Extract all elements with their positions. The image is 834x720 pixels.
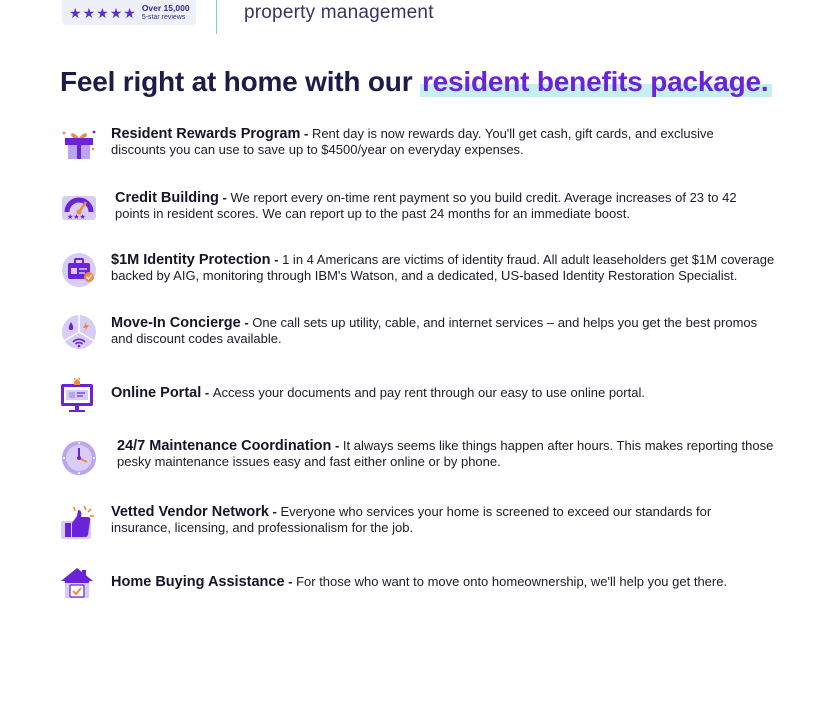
benefit-title: Online Portal	[111, 385, 202, 401]
benefit-title: Credit Building	[115, 190, 219, 206]
headline-lead: Feel right at home with our	[60, 66, 420, 97]
benefit-text	[117, 438, 777, 470]
benefit-description: One call sets up utility, cable, and internet services – and helps you get the best promos and discount codes available.	[111, 315, 758, 346]
benefit-separator: -	[270, 252, 283, 267]
reviews-count: Over 15,000	[141, 2, 190, 13]
benefit-title: Vetted Vendor Network	[111, 504, 269, 520]
benefit-title: $1M Identity Protection	[111, 252, 271, 268]
benefit-separator: -	[331, 438, 343, 453]
gift-icon	[60, 125, 98, 163]
benefit-title: Home Buying Assistance	[111, 574, 285, 590]
monitor-portal-icon	[58, 376, 96, 414]
star-icon: ★	[96, 4, 109, 21]
tagline: property management	[244, 2, 434, 23]
benefit-text	[111, 574, 779, 590]
benefit-text	[111, 504, 751, 536]
thumbs-up-icon	[60, 503, 98, 541]
reviews-label: 5-star reviews	[141, 13, 186, 21]
benefit-separator: -	[268, 504, 281, 519]
clock-icon	[60, 439, 98, 477]
benefit-text	[111, 315, 779, 347]
benefit-text	[115, 190, 765, 222]
benefit-text	[111, 126, 751, 158]
benefit-description: It always seems like things happen after hours. This makes reporting those pesky maintenance issues easy and fast either online or by phone.	[117, 438, 774, 469]
benefit-title: Move-In Concierge	[111, 315, 241, 331]
benefit-description: Access your documents and pay rent through our easy to use online portal.	[212, 385, 645, 400]
benefit-description: Rent day is now rewards day. You'll get cash, gift cards, and exclusive discounts you can use to save up to $4500/year on everyday expenses.	[111, 126, 714, 157]
benefit-title: 24/7 Maintenance Coordination	[117, 438, 332, 454]
benefit-description: For those who want to move onto homeownership, we'll help you get there.	[296, 574, 728, 589]
star-icon: ★	[69, 4, 82, 21]
benefit-description: 1 in 4 Americans are victims of identity fraud. All adult leaseholders get $1M coverage backed by AIG, monitoring through IBM's Watson, and a dedicated, US-based Identity Restoration Specialist.	[111, 252, 775, 283]
page-title	[60, 66, 772, 98]
benefit-separator: -	[201, 385, 213, 400]
benefit-text	[111, 385, 779, 401]
house-check-icon	[58, 564, 96, 602]
utilities-icon	[60, 313, 98, 351]
headline-accent: resident benefits package.	[420, 66, 772, 97]
identity-shield-icon	[60, 251, 98, 289]
reviews-text	[142, 4, 190, 22]
star-icon: ★	[109, 4, 123, 21]
benefit-description: Everyone who services your home is screened to exceed our standards for insurance, licensing, and professionalism for the job.	[111, 504, 712, 535]
benefit-separator: -	[300, 126, 312, 141]
star-rating	[69, 6, 136, 20]
benefit-separator: -	[240, 315, 253, 330]
reviews-badge	[62, 0, 196, 25]
benefit-separator: -	[218, 190, 231, 205]
benefit-description: We report every on-time rent payment so you build credit. Average increases of 23 to 42 points in resident scores. We can report up to the past 24 months for an immediate boost.	[115, 190, 737, 221]
star-icon: ★	[82, 4, 96, 21]
credit-gauge-icon	[60, 190, 98, 228]
benefit-text	[111, 252, 779, 284]
benefit-separator: -	[284, 574, 297, 589]
header-divider	[216, 0, 217, 34]
star-icon: ★	[123, 4, 136, 21]
benefit-title: Resident Rewards Program	[111, 126, 301, 142]
svg-text:★★★: ★★★	[67, 213, 86, 221]
